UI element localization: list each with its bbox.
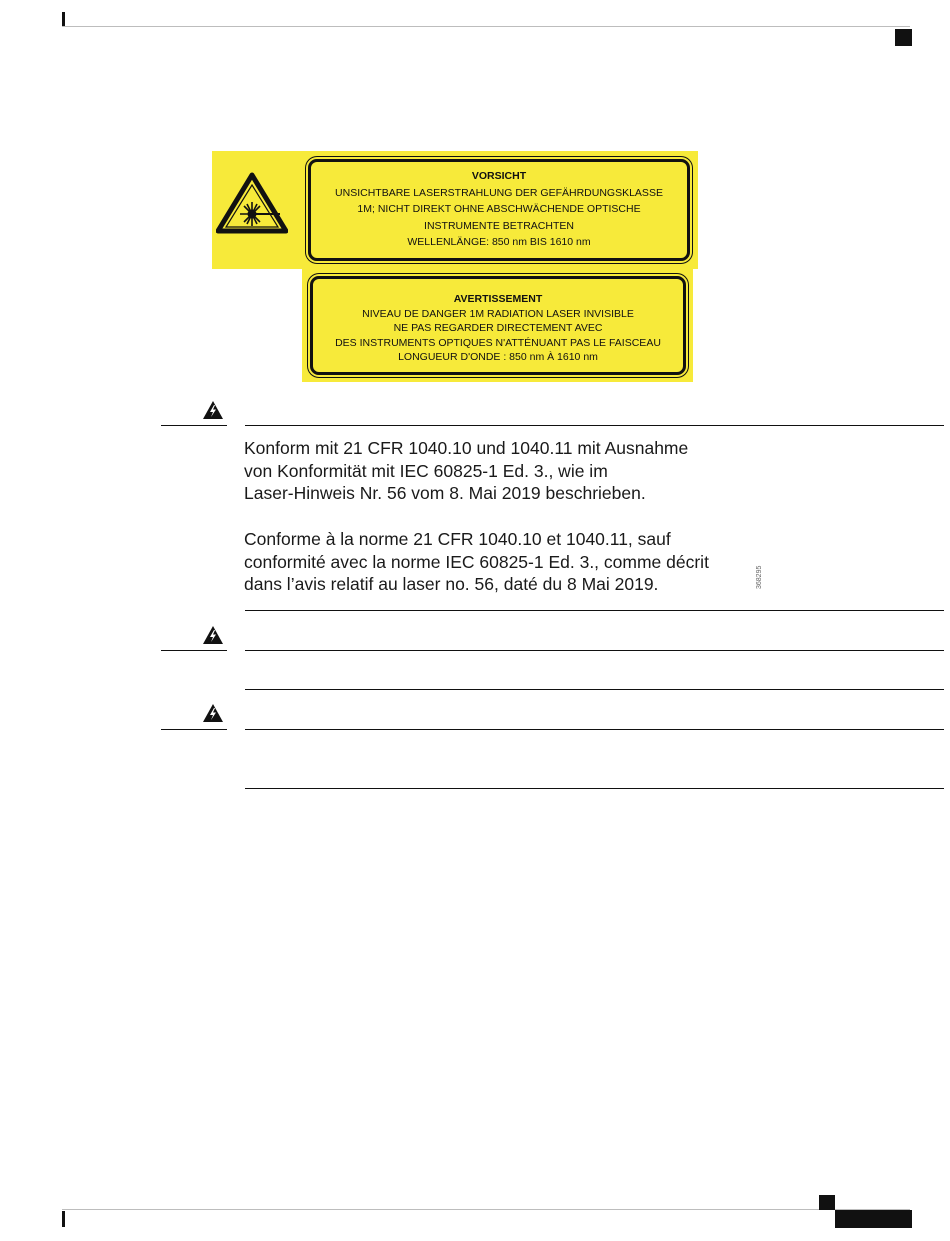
text-line: Conforme à la norme 21 CFR 1040.10 et 1040.11, sauf — [244, 529, 671, 549]
warning-rule-left — [161, 729, 227, 730]
german-warning-frame — [308, 159, 690, 261]
french-label-line: DES INSTRUMENTS OPTIQUES N'ATTÉNUANT PAS LE FAISCEAU — [335, 336, 661, 349]
footer-marker — [62, 1211, 65, 1227]
warning-rule-left — [161, 425, 227, 426]
warning-rule — [245, 650, 944, 651]
laser-label-german — [212, 151, 698, 269]
french-label-title: AVERTISSEMENT — [453, 293, 543, 305]
header-marker — [62, 12, 65, 27]
german-label-title: VORSICHT — [471, 170, 527, 182]
warning-lightning-icon — [202, 703, 224, 723]
footer-page-tab — [835, 1210, 912, 1228]
footer-block — [819, 1195, 835, 1210]
german-label-line: WELLENLÄNGE: 850 nm BIS 1610 nm — [407, 236, 591, 248]
figure-number: 368295 — [756, 565, 763, 589]
warning-rule — [245, 729, 944, 730]
text-line: dans l’avis relatif au laser no. 56, daté du 8 Mai 2019. — [244, 574, 659, 594]
warning-end-rule — [245, 788, 944, 789]
text-line: Konform mit 21 CFR 1040.10 und 1040.11 mit Ausnahme — [244, 438, 689, 458]
compliance-statement-german — [244, 437, 764, 505]
french-label-line: NE PAS REGARDER DIRECTEMENT AVEC — [393, 322, 603, 334]
footer-rule — [62, 1209, 910, 1210]
text-line: Laser-Hinweis Nr. 56 vom 8. Mai 2019 beschrieben. — [244, 483, 646, 503]
german-label-line: INSTRUMENTE BETRACHTEN — [424, 219, 574, 232]
french-warning-frame — [310, 276, 686, 375]
french-label-line: LONGUEUR D'ONDE : 850 nm À 1610 nm — [398, 351, 598, 363]
warning-rule — [245, 425, 944, 426]
warning-end-rule — [245, 689, 944, 690]
compliance-statement-french — [244, 528, 764, 596]
laser-label-french — [302, 269, 693, 382]
header-rule — [62, 26, 910, 27]
warning-lightning-icon — [202, 400, 224, 420]
header-tab — [895, 29, 912, 46]
warning-rule-left — [161, 650, 227, 651]
text-line: conformité avec la norme IEC 60825-1 Ed. 3., comme décrit — [244, 551, 709, 572]
text-line: von Konformität mit IEC 60825-1 Ed. 3., wie im — [244, 460, 608, 481]
german-label-line: UNSICHTBARE LASERSTRAHLUNG DER GEFÄHRDUNGSKLASSE — [335, 186, 663, 199]
french-label-line: NIVEAU DE DANGER 1M RADIATION LASER INVISIBLE — [362, 307, 634, 320]
laser-hazard-icon — [216, 171, 288, 235]
warning-lightning-icon — [202, 625, 224, 645]
warning-end-rule — [245, 610, 944, 611]
german-label-line: 1M; NICHT DIREKT OHNE ABSCHWÄCHENDE OPTISCHE — [357, 203, 641, 215]
